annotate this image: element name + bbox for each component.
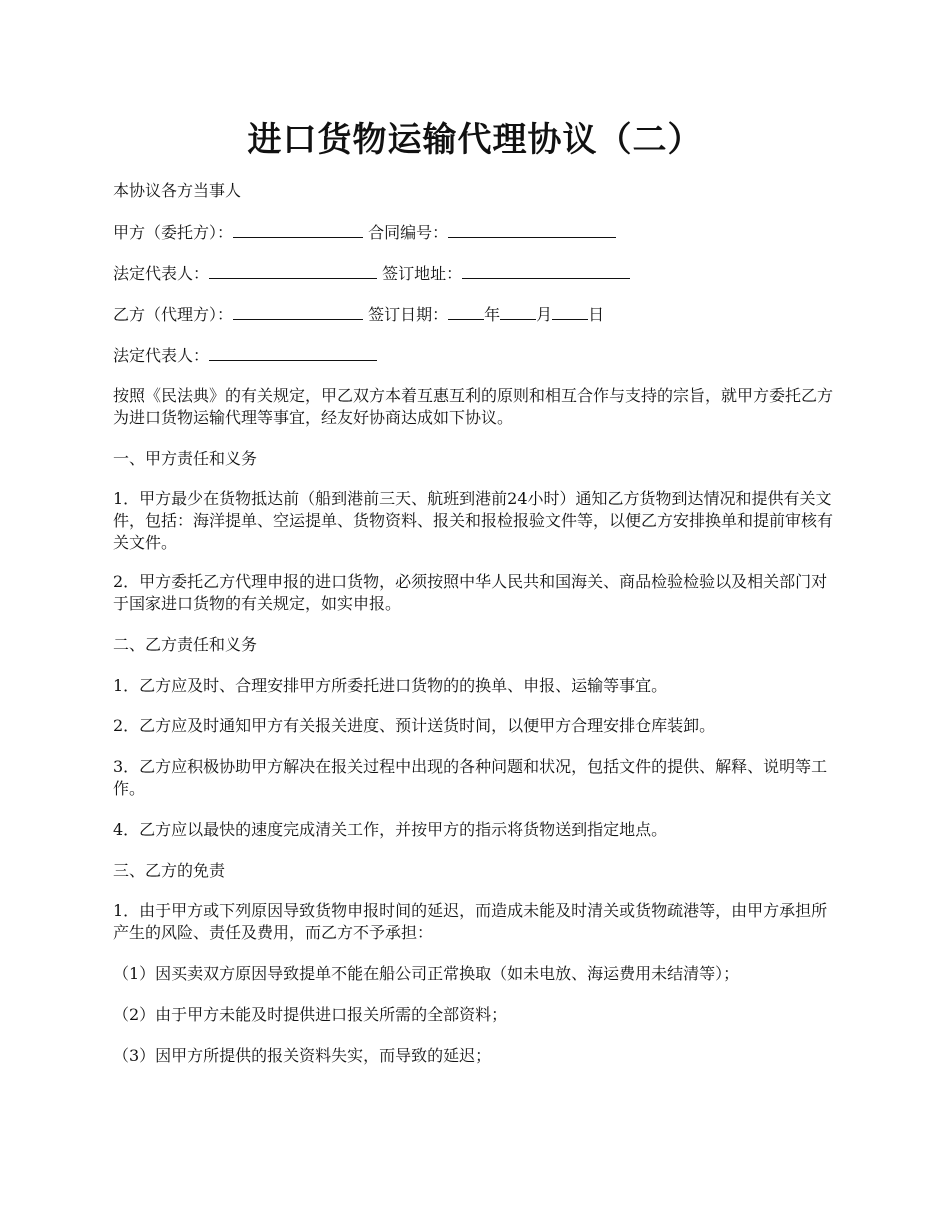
section3-subitem-3: （3）因甲方所提供的报关资料失实，而导致的延迟；: [113, 1046, 492, 1065]
day-blank[interactable]: [552, 303, 588, 320]
legal-rep-b-line: [113, 344, 843, 367]
section3-subitem-2: （2）由于甲方未能及时提供进口报关所需的全部资料；: [113, 1005, 508, 1024]
year-label: 年: [484, 305, 501, 324]
section1-heading: 一、甲方责任和义务: [113, 449, 258, 468]
legal-rep-a-label: 法定代表人：: [113, 264, 210, 283]
party-b-label: 乙方（代理方）：: [113, 305, 234, 324]
section2-item-3: 3．乙方应积极协助甲方解决在报关过程中出现的各种问题和状况，包括文件的提供、解释、说明等工作。: [113, 757, 828, 798]
legal-rep-a-blank[interactable]: [209, 262, 377, 279]
section3-subitem-1: （1）因买卖双方原因导致提单不能在船公司正常换取（如未电放、海运费用未结清等）；: [113, 964, 740, 983]
section3-heading: 三、乙方的免责: [113, 861, 226, 880]
sign-place-blank[interactable]: [462, 262, 630, 279]
month-blank[interactable]: [500, 303, 536, 320]
party-b-blank[interactable]: [233, 303, 363, 320]
section1-item-2: 2．甲方委托乙方代理申报的进口货物，必须按照中华人民共和国海关、商品检验检验以及相关部门对于国家进口货物的有关规定，如实申报。: [113, 572, 828, 613]
party-a-blank[interactable]: [233, 221, 363, 238]
preamble: 按照《民法典》的有关规定，甲乙双方本着互惠互利的原则和相互合作与支持的宗旨，就甲方委托乙方为进口货物运输代理等事宜，经友好协商达成如下协议。: [113, 386, 834, 427]
section2-item-4: 4．乙方应以最快的速度完成清关工作，并按甲方的指示将货物送到指定地点。: [113, 820, 668, 839]
contract-no-blank[interactable]: [448, 221, 616, 238]
section1-item-1: 1．甲方最少在货物抵达前（船到港前三天、航班到港前24小时）通知乙方货物到达情况和提供有关文件，包括：海洋提单、空运提单、货物资料、报关和报检报验文件等，以便乙方安排换单和提前审核有关文件。: [113, 489, 834, 552]
section3-item-1: 1．由于甲方或下列原因导致货物申报时间的延迟，而造成未能及时清关或货物疏港等，由甲方承担所产生的风险、责任及费用，而乙方不予承担：: [113, 901, 828, 942]
legal-rep-b-blank[interactable]: [209, 344, 377, 361]
sign-place-label: 签订地址：: [382, 264, 463, 283]
month-label: 月: [536, 305, 553, 324]
party-a-line: [113, 221, 843, 244]
document-title: 进口货物运输代理协议（二）: [247, 120, 703, 160]
party-b-line: [113, 303, 843, 326]
sign-date-label: 签订日期：: [368, 305, 449, 324]
party-a-label: 甲方（委托方）：: [113, 223, 234, 242]
day-label: 日: [588, 305, 605, 324]
section2-heading: 二、乙方责任和义务: [113, 635, 258, 654]
section2-item-2: 2．乙方应及时通知甲方有关报关进度、预计送货时间，以便甲方合理安排仓库装卸。: [113, 716, 716, 735]
section2-item-1: 1．乙方应及时、合理安排甲方所委托进口货物的的换单、申报、运输等事宜。: [113, 676, 668, 695]
year-blank[interactable]: [448, 303, 484, 320]
contract-no-label: 合同编号：: [368, 223, 449, 242]
legal-rep-b-label: 法定代表人：: [113, 346, 210, 365]
parties-intro: 本协议各方当事人: [113, 181, 242, 200]
legal-rep-a-line: [113, 262, 843, 285]
